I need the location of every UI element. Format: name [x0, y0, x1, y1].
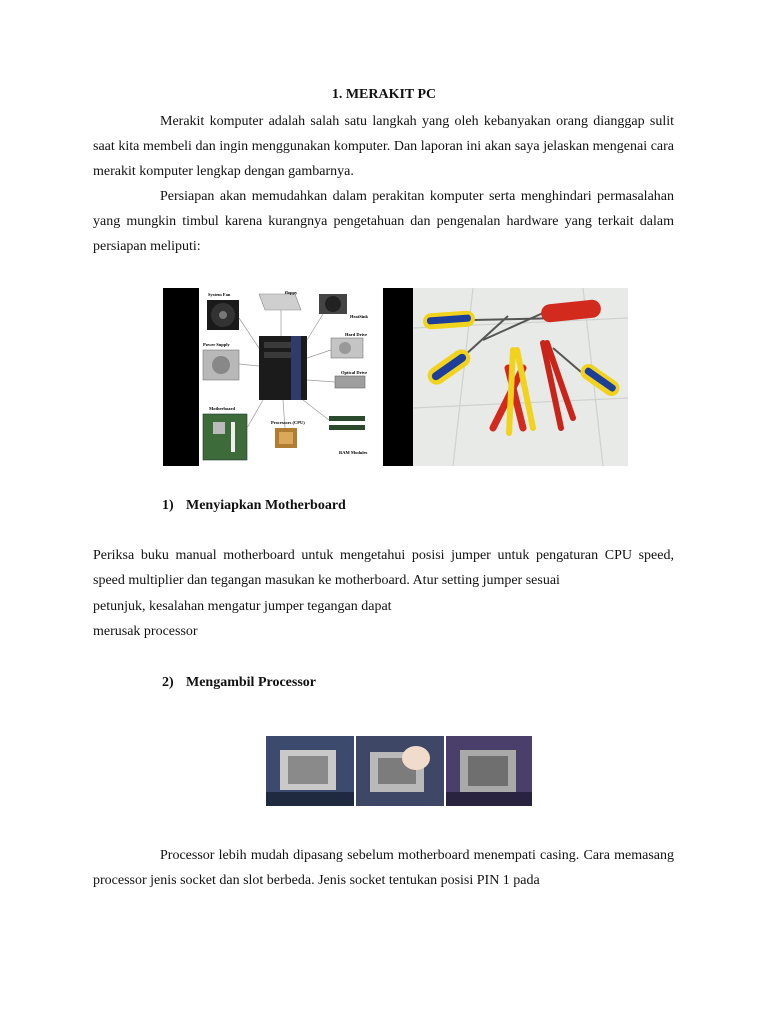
- hardware-components-image: [163, 288, 413, 466]
- section-heading-motherboard: [162, 498, 346, 514]
- motherboard-paragraph-line3: petunjuk, kesalahan mengatur jumper tegangan dapat: [93, 599, 392, 614]
- label-system-fan: System Fan: [208, 292, 231, 297]
- tools-photo-image: [413, 288, 628, 466]
- label-hard-drive: Hard Drive: [345, 332, 368, 337]
- label-ram-modules: RAM Modules: [339, 450, 368, 455]
- motherboard-paragraph-line4: merusak processor: [93, 624, 198, 639]
- label-processors: Processors (CPU): [271, 420, 305, 425]
- section-number: 2): [162, 675, 174, 690]
- section-title: Menyiapkan Motherboard: [186, 498, 346, 513]
- label-heatsink: HeatSink: [350, 314, 369, 319]
- preparation-paragraph: Persiapan akan memudahkan dalam perakitan komputer serta menghindari permasalahan yang mungkin timbul karena kurangnya pengetahuan dan pengenalan hardware yang terkait dalam persiapan meliputi:: [93, 189, 674, 254]
- label-motherboard: Motherboard: [209, 406, 235, 411]
- processor-paragraph: Processor lebih mudah dipasang sebelum motherboard menempati casing. Cara memasang processor jenis socket dan slot berbeda. Jenis socket tentukan posisi PIN 1 pada: [93, 848, 674, 888]
- intro-paragraph: Merakit komputer adalah salah satu langkah yang oleh kebanyakan orang dianggap sulit saat kita membeli dan ingin menggunakan komputer. Dan laporan ini akan saya jelaskan mengenai cara merakit komputer lengkap dengan gambarnya.: [93, 114, 674, 179]
- motherboard-paragraph: Periksa buku manual motherboard untuk mengetahui posisi jumper untuk pengaturan CPU speed, speed multiplier dan tegangan masukan ke motherboard. Atur setting jumper sesuai: [93, 548, 674, 588]
- section-title: Mengambil Processor: [186, 675, 316, 690]
- page-title: 1. MERAKIT PC: [331, 87, 437, 102]
- processor-socket-photos: [266, 736, 532, 806]
- label-floppy: floppy: [285, 290, 298, 295]
- label-power-supply: Power Supply: [203, 342, 230, 347]
- label-optical-drive: Optical Drive: [341, 370, 368, 375]
- section-number: 1): [162, 498, 174, 513]
- section-heading-processor: [162, 675, 316, 691]
